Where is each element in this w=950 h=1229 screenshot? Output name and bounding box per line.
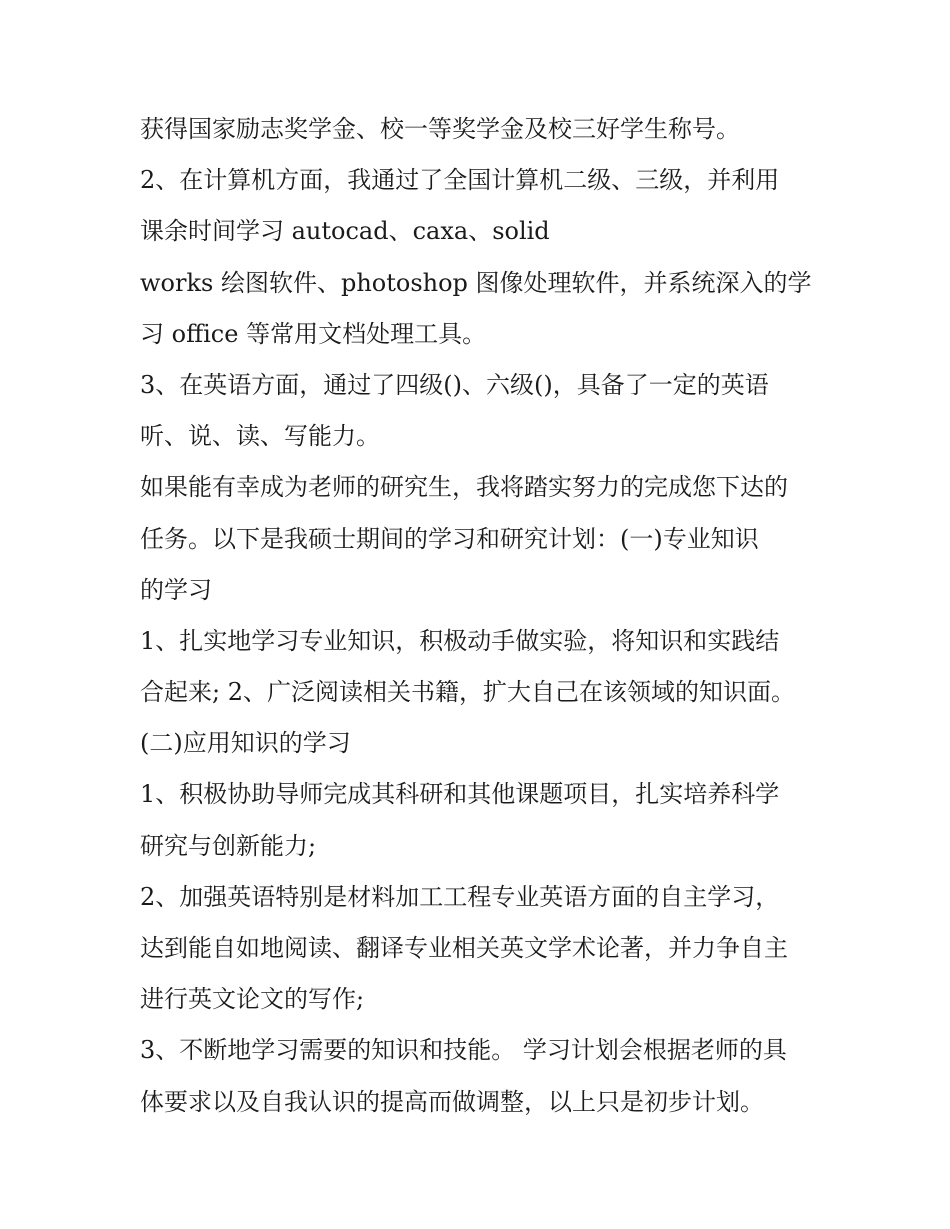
text-line: 3、不断地学习需要的知识和技能。 学习计划会根据老师的具 (140, 1036, 787, 1065)
text-line: 听、说、读、写能力。 (140, 422, 380, 451)
text-line: 1、扎实地学习专业知识，积极动手做实验，将知识和实践结 (140, 626, 780, 655)
text-line: 合起来; 2、广泛阅读相关书籍，扩大自己在该领域的知识面。 (140, 678, 795, 707)
text-line: (二)应用知识的学习 (140, 729, 351, 758)
text-line: 研究与创新能力; (140, 831, 317, 860)
text-line: 任务。以下是我硕士期间的学习和研究计划：(一)专业知识 (140, 524, 759, 553)
text-line: 习 office 等常用文档处理工具。 (140, 319, 487, 348)
text-line: 3、在英语方面，通过了四级()、六级()，具备了一定的英语 (140, 370, 769, 399)
text-line: 如果能有幸成为老师的研究生，我将踏实努力的完成您下达的 (140, 473, 788, 502)
text-line: 获得国家励志奖学金、校一等奖学金及校三好学生称号。 (140, 115, 740, 143)
text-line: 进行英文论文的写作; (140, 985, 365, 1014)
text-line: 达到能自如地阅读、翻译专业相关英文学术论著，并力争自主 (140, 934, 788, 962)
text-line: 体要求以及自我认识的提高而做调整，以上只是初步计划。 (140, 1087, 764, 1116)
text-line: 2、在计算机方面，我通过了全国计算机二级、三级，并利用 (140, 166, 780, 195)
document-body (140, 104, 830, 1128)
text-line: 课余时间学习 autocad、caxa、solid (140, 217, 550, 246)
text-line: 1、积极协助导师完成其科研和其他课题项目，扎实培养科学 (140, 780, 780, 809)
text-line: 2、加强英语特别是材料加工工程专业英语方面的自主学习， (140, 882, 780, 911)
text-line: works 绘图软件、photoshop 图像处理软件，并系统深入的学 (140, 268, 812, 297)
text-line: 的学习 (140, 575, 212, 604)
